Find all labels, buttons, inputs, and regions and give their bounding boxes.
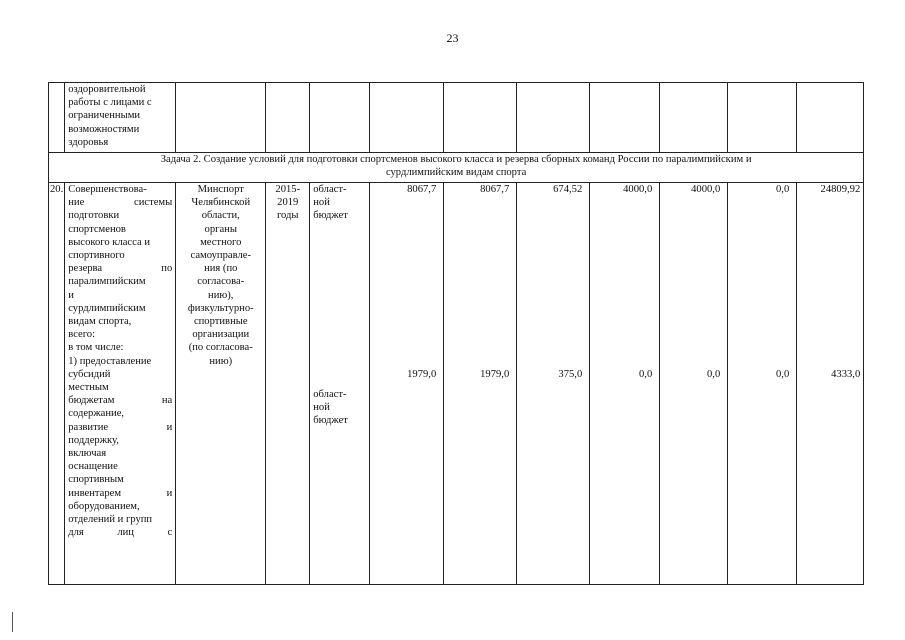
text-line: ния (по — [204, 263, 238, 275]
text-line: и — [68, 289, 74, 301]
margin-mark — [12, 612, 13, 632]
program-table — [48, 82, 864, 585]
cell-amount — [660, 183, 728, 585]
text-line: бюджетам на — [68, 395, 173, 407]
cell-amount — [517, 183, 590, 585]
text-line: спортивного — [68, 250, 125, 262]
cell-amount — [590, 183, 660, 585]
text-line: видам спорта, — [68, 316, 132, 328]
text-line: для лиц с — [68, 527, 173, 539]
text-line: оборудованием, — [68, 500, 140, 512]
task-heading — [49, 153, 864, 183]
task-row — [49, 153, 864, 183]
task-heading-line: сурдлимпийским видам спорта — [385, 167, 527, 179]
source-line: бюджет — [313, 415, 348, 427]
cell-amount — [660, 83, 728, 153]
subsidy-value: 0,0 — [776, 369, 790, 381]
subsidy-value: 1979,0 — [480, 369, 510, 381]
text-line: паралимпийским — [68, 276, 146, 288]
cell-number: 20. — [49, 183, 65, 585]
text-line: здоровья — [68, 136, 109, 148]
text-line: ограниченными — [68, 110, 141, 122]
text-line: 2015- — [275, 184, 301, 195]
text-line: Минспорт — [197, 184, 244, 195]
text-line: подготовки — [68, 210, 120, 222]
total-value: 4000,0 — [691, 184, 721, 195]
text-line: (по согласова- — [188, 342, 253, 354]
text-line: высокого класса и — [68, 236, 150, 248]
subsidy-value: 0,0 — [707, 369, 721, 381]
text-line: 2019 — [277, 197, 299, 209]
cell-description — [65, 83, 176, 153]
source-line: ной — [313, 401, 330, 413]
text-line: инвентарем и — [68, 487, 173, 499]
text-line: резерва по — [68, 263, 173, 275]
cell-amount — [797, 183, 864, 585]
cell-amount — [370, 83, 444, 153]
text-line: физкультурно- — [187, 302, 254, 314]
text-line: Совершенствова- — [68, 184, 147, 195]
text-line: спортивным — [68, 474, 124, 486]
text-line: всего: — [68, 329, 96, 341]
total-value: 24809,92 — [820, 184, 861, 195]
text-line: включая — [68, 448, 107, 460]
text-line: нию), — [208, 289, 234, 301]
text-line: нию) — [209, 355, 233, 367]
cell-amount — [444, 83, 517, 153]
total-value: 8067,7 — [407, 184, 437, 195]
text-line: местного — [200, 236, 242, 248]
source-line: област- — [313, 388, 347, 400]
text-line: в том числе: — [68, 342, 124, 354]
task-heading-line: Задача 2. Создание условий для подготовки спортсменов высокого класса и резерва сборных команд России по паралимпийским и — [160, 154, 752, 165]
cell-amount — [728, 83, 797, 153]
text-line: субсидий — [68, 368, 111, 380]
text-line: органы — [204, 223, 237, 235]
cell-description — [65, 183, 176, 585]
continuation-row — [49, 83, 864, 153]
cell-number — [49, 83, 65, 153]
cell-amount — [370, 183, 444, 585]
text-line: сурдлимпийским — [68, 302, 146, 314]
text-line: местным — [68, 382, 109, 394]
total-value: 4000,0 — [623, 184, 653, 195]
text-line: Челябинской — [191, 197, 251, 209]
cell-amount — [728, 183, 797, 585]
text-line: оснащение — [68, 461, 118, 473]
table-row — [49, 183, 864, 585]
text-line: возможностями — [68, 123, 140, 135]
subsidy-value: 1979,0 — [407, 369, 437, 381]
text-line: работы с лицами с — [68, 97, 152, 109]
text-line: ние системы — [68, 197, 173, 209]
cell-period — [266, 83, 310, 153]
text-line: годы — [276, 210, 299, 222]
cell-amount — [444, 183, 517, 585]
page-number: 23 — [446, 31, 459, 45]
text-line: организации — [192, 329, 250, 341]
spacer — [313, 223, 366, 388]
text-line: 1) предоставление — [68, 355, 152, 367]
text-line: содержание, — [68, 408, 125, 420]
text-line: поддержку, — [68, 434, 119, 446]
source-line: бюджет — [313, 210, 348, 222]
subsidy-value: 4333,0 — [831, 369, 861, 381]
text-line: оздоровительной — [68, 84, 146, 95]
cell-amount — [590, 83, 660, 153]
subsidy-value: 0,0 — [639, 369, 653, 381]
cell-amount — [517, 83, 590, 153]
cell-amount — [797, 83, 864, 153]
cell-executor — [176, 183, 266, 585]
total-value: 8067,7 — [480, 184, 510, 195]
source-line: ной — [313, 197, 330, 209]
text-line: самоуправле- — [190, 250, 251, 262]
text-line: спортивные — [193, 316, 248, 328]
source-line: област- — [313, 184, 347, 195]
cell-source — [310, 83, 370, 153]
cell-source — [310, 183, 370, 585]
text-line: отделений и групп — [68, 514, 153, 526]
text-line: согласова- — [197, 276, 245, 288]
total-value: 0,0 — [776, 184, 790, 195]
subsidy-value: 375,0 — [558, 369, 583, 381]
text-line: развитие и — [68, 421, 173, 433]
total-value: 674,52 — [553, 184, 583, 195]
cell-period — [266, 183, 310, 585]
text-line: спортсменов — [68, 223, 126, 235]
cell-executor — [176, 83, 266, 153]
text-line: области, — [201, 210, 240, 222]
